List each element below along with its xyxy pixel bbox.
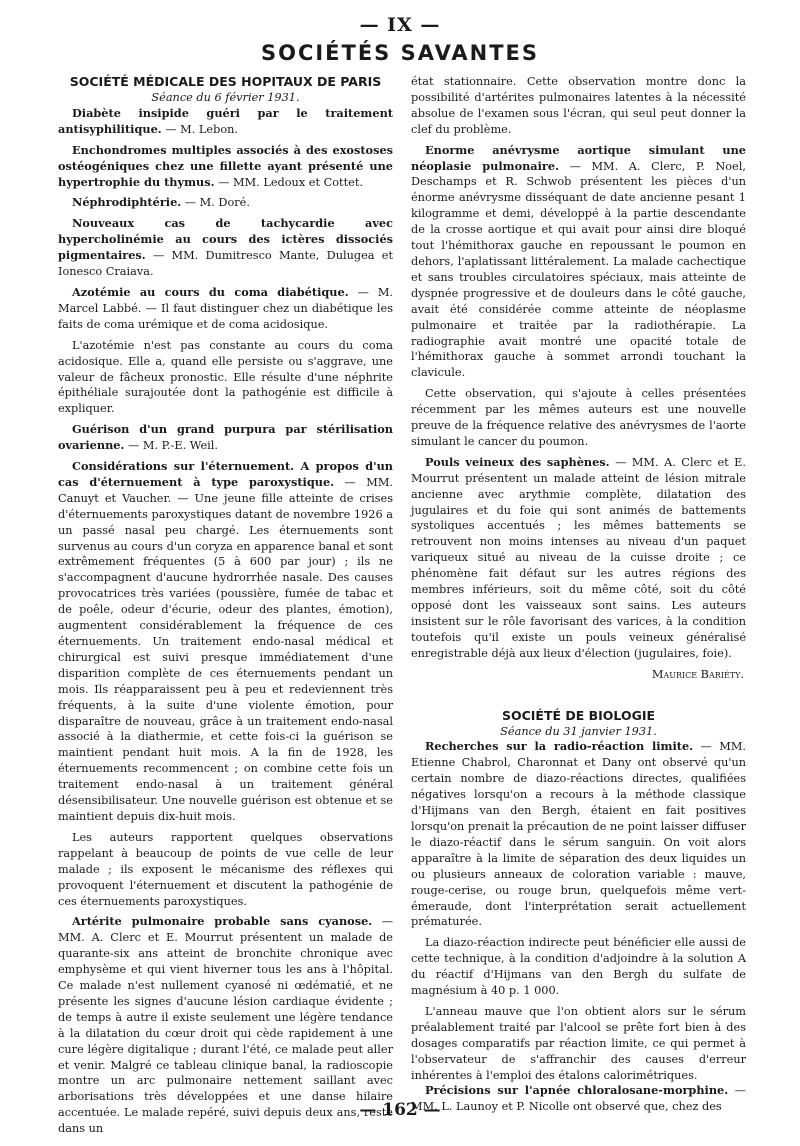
entry-text: — MM. Canuyt et Vaucher. — Une jeune fille atteinte de crises d'éternuements paroxystiques datant de novembre 1926 a un passé nasal peu chargé. Les éternuements sont survenus au cours d'un coryza en apparence banal et sont extrêmement fréquentes (5 à 600 par jour) ; ils ne s'accompagnent d'aucune hydrorrhée nasale. Des causes provocatrices très variées (poussière, fumée de tabac et de poêle, odeur d'écurie, odeur des plantes, émotion), augmentent considérablement la fréquence de ces éternuements. Un traitement endo-nasal médical et chirurgical est suivi presque immédiatement d'une disparition complète de ces éternuements pendant un mois. Ils réapparaissent peu à peu et redeviennent très fréquents, à la suite d'une violente émotion, pour disparaître de nouveau, grâce à un traitement endo-nasal associé à la diathermie, et cette fois-ci la guérison se maintient pendant huit mois. A la fin de 1928, les éternuements recommencent ; on combine cette fois un traitement endo-nasal à un traitement général désensibilisateur. Une nouvelle guérison est obtenue et se maintient depuis dix-huit mois. bbox=[58, 475, 393, 823]
page-roman-numeral: — IX — bbox=[359, 14, 441, 36]
entry-title: Diabète insipide guéri par le traitement antisyphilitique. bbox=[58, 105, 393, 136]
entry-title: Considérations sur l'éternuement. A propos d'un cas d'éternuement à type paroxystique. bbox=[58, 459, 393, 489]
entry-text: — M. Doré. bbox=[181, 196, 250, 210]
paragraph-auteurs: Les auteurs rapportent quelques observations rappelant à beaucoup de points de vue celle de leur malade ; ils exposent le mécanisme des réflexes qui provoquent l'éternuement et discutent la pathogénie de ces éternuements paroxystiques. bbox=[58, 830, 393, 908]
page-title: SOCIÉTÉS SAVANTES bbox=[260, 41, 540, 65]
entry-text: — MM. Ledoux et Cottet. bbox=[214, 175, 363, 189]
entry-pouls-veineux bbox=[411, 455, 746, 662]
paragraph-azotemie: L'azotémie n'est pas constante au cours du coma acidosique. Elle a, quand elle persiste ou s'aggrave, une valeur de fâcheux pronostic. Elle résulte d'une néphrite épithéliale surajoutée dont la pathogénie est difficile à expliquer. bbox=[58, 338, 393, 416]
entry-text: — M. P.-E. Weil. bbox=[124, 439, 218, 453]
entry-title: Azotémie au cours du coma diabétique. bbox=[72, 284, 349, 299]
paragraph-diazo: La diazo-réaction indirecte peut bénéficier elle aussi de cette technique, à la condition d'adjoindre à la solution A du réactif d'Hijmans van den Bergh du sulfate de magnésium à 40 p. 1 000. bbox=[411, 936, 746, 998]
entry-text: — M. Marcel Labbé. — Il faut distinguer chez un diabétique les faits de coma urémique et de coma acidosique. bbox=[58, 285, 394, 331]
left-column bbox=[58, 74, 393, 1137]
entry-title: Artérite pulmonaire probable sans cyanose. bbox=[72, 914, 373, 929]
entry-title: Pouls veineux des saphènes. bbox=[425, 454, 610, 469]
entry-anevrysme bbox=[411, 143, 746, 382]
entry-nephrodiphterie bbox=[58, 195, 393, 211]
page-number: — 162 — bbox=[359, 1100, 441, 1120]
section-title-medicale: SOCIÉTÉ MÉDICALE DES HOPITAUX DE PARIS bbox=[69, 74, 382, 89]
entry-title: Recherches sur la radio-réaction limite. bbox=[425, 739, 694, 754]
entry-diabete bbox=[58, 106, 393, 138]
paragraph-anneau: L'anneau mauve que l'on obtient alors sur le sérum préalablement traité par l'alcool se prête fort bien à des dosages comparatifs par réaction limite, ce qui permet à l'observateur de s'affranchir des causes d'erreur inhérentes à l'emploi des étalons calorimétriques. bbox=[411, 1004, 746, 1082]
entry-text: — MM. Dumitresco Mante, Dulugea et Ionesco Craiava. bbox=[58, 249, 393, 279]
entry-title: Enorme anévrysme aortique simulant une néoplasie pulmonaire. bbox=[411, 142, 746, 173]
entry-purpura bbox=[58, 422, 393, 454]
entry-azotemie bbox=[58, 285, 393, 333]
entry-title: Précisions sur l'apnée chloralosane-morphine. bbox=[425, 1083, 729, 1098]
entry-text: — M. Lebon. bbox=[161, 122, 239, 136]
entry-radio-reaction bbox=[411, 739, 746, 930]
right-column bbox=[411, 74, 746, 1115]
entry-title: Néphrodiphtérie. bbox=[72, 195, 182, 210]
paragraph-observation: Cette observation, qui s'ajoute à celles présentées récemment par les mêmes auteurs est une nouvelle preuve de la fréquence relative des anévrysmes de l'aorte simulant le cancer du poumon. bbox=[411, 387, 746, 448]
entry-title: Guérison d'un grand purpura par stérilisation ovarienne. bbox=[58, 422, 393, 453]
section-title-biologie: SOCIÉTÉ DE BIOLOGIE bbox=[501, 707, 656, 723]
entry-tachycardie bbox=[58, 216, 393, 280]
entry-title: Nouveaux cas de tachycardie avec hypercholinémie au cours des ictères dissociés pigmentaires. bbox=[58, 216, 393, 263]
paragraph-continuation: état stationnaire. Cette observation montre donc la possibilité d'artérites pulmonaires latentes à la nécessité absolue de l'examen sous l'écran, qui seul peut donner la clef du problème. bbox=[411, 75, 746, 136]
entry-title: Enchondromes multiples associés à des exostoses ostéogéniques chez une fillette ayant présenté une hypertrophie du thymus. bbox=[58, 142, 393, 189]
entry-text: — MM. A. Clerc et E. Mourrut présentent un malade atteint de lésion mitrale ancienne avec arythmie complète, dilatation des jugulaires et du foie qui sont animés de battements systoliques accentués ; les mêmes battements se retrouvent non moins intenses au niveau d'un paquet variqueux situé au niveau de la cuisse droite ; ce phénomène fait défaut sur les autres régions des membres inférieurs, soit du même côté, soit du côté opposé dont les vaisseaux sont sains. Les auteurs insistent sur le rôle favorisant des varices, à la condition toutefois qu'il existe un pouls veineux généralisé enregistrable déjà aux lieux d'élection (jugulaires, foie). bbox=[411, 455, 746, 660]
entry-eternuement bbox=[58, 459, 393, 825]
seance-date-medicale: Séance du 6 février 1931. bbox=[151, 91, 300, 104]
entry-text: — MM. L. Launoy et P. Nicolle ont observé que, chez des bbox=[411, 1084, 746, 1114]
entry-text: — MM. Etienne Chabrol, Charonnat et Dany ont observé qu'un certain nombre de diazo-réactions directes, qualifiées négatives lorsqu'on a recours à la méthode classique d'Hijmans van den Bergh, étaient en fait positives lorsqu'on prenait la précaution de ne point laisser diffuser le diazo-réactif dans le sérum sanguin. On voit alors apparaître à la limite de séparation des deux liquides un ou plusieurs anneaux de coloration variable : mauve, rouge-cerise, ou rouge brun, quelquefois même vert-émeraude, dont l'interprétation serait actuellement prématurée. bbox=[411, 740, 746, 929]
author-signature: Maurice Bariéty. bbox=[651, 667, 744, 681]
entry-text: — MM. A. Clerc, P. Noel, Deschamps et R. Schwob présentent les pièces d'un énorme anévrysme disséquant de date ancienne pesant 1 kilogramme et demi, développé à la partie descendante de la crosse aortique et qui avait pour ainsi dire bloqué tout l'hémithorax gauche en repoussant le poumon en dehors, l'aplatissant littéralement. La malade cachectique et sans troubles circulatoires spéciaux, mais atteinte de dyspnée progressive et de douleurs dans le côté gauche, avait été considérée comme atteinte de néoplasme pulmonaire et traitée par la radiothérapie. La radiographie avait montré une opacité totale de l'hémithorax gauche à sommet arrondi touchant la clavicule. bbox=[411, 159, 746, 380]
entry-enchondromes bbox=[58, 143, 393, 191]
seance-date-biologie: Séance du 31 janvier 1931. bbox=[500, 724, 657, 738]
entry-text: — MM. A. Clerc et E. Mourrut présentent un malade de quarante-six ans atteint de bronchite chronique avec emphysème et qui vient hiverner tous les ans à l'hôpital. Ce malade n'est nullement cyanosé ni œdématié, et ne présente les signes d'aucune lésion cardiaque évidente ; de temps à autre il existe seulement une légère tendance à la dilatation du cœur droit qui cède rapidement à une cure légère digitalique ; durant l'été, ce malade peut aller et venir. Malgré ce tableau clinique banal, la radioscopie montre un arc pulmonaire nettement saillant avec arborisations très développées et une danse hilaire accentuée. Le malade repéré, suivi depuis deux ans, reste dans un bbox=[58, 915, 393, 1136]
